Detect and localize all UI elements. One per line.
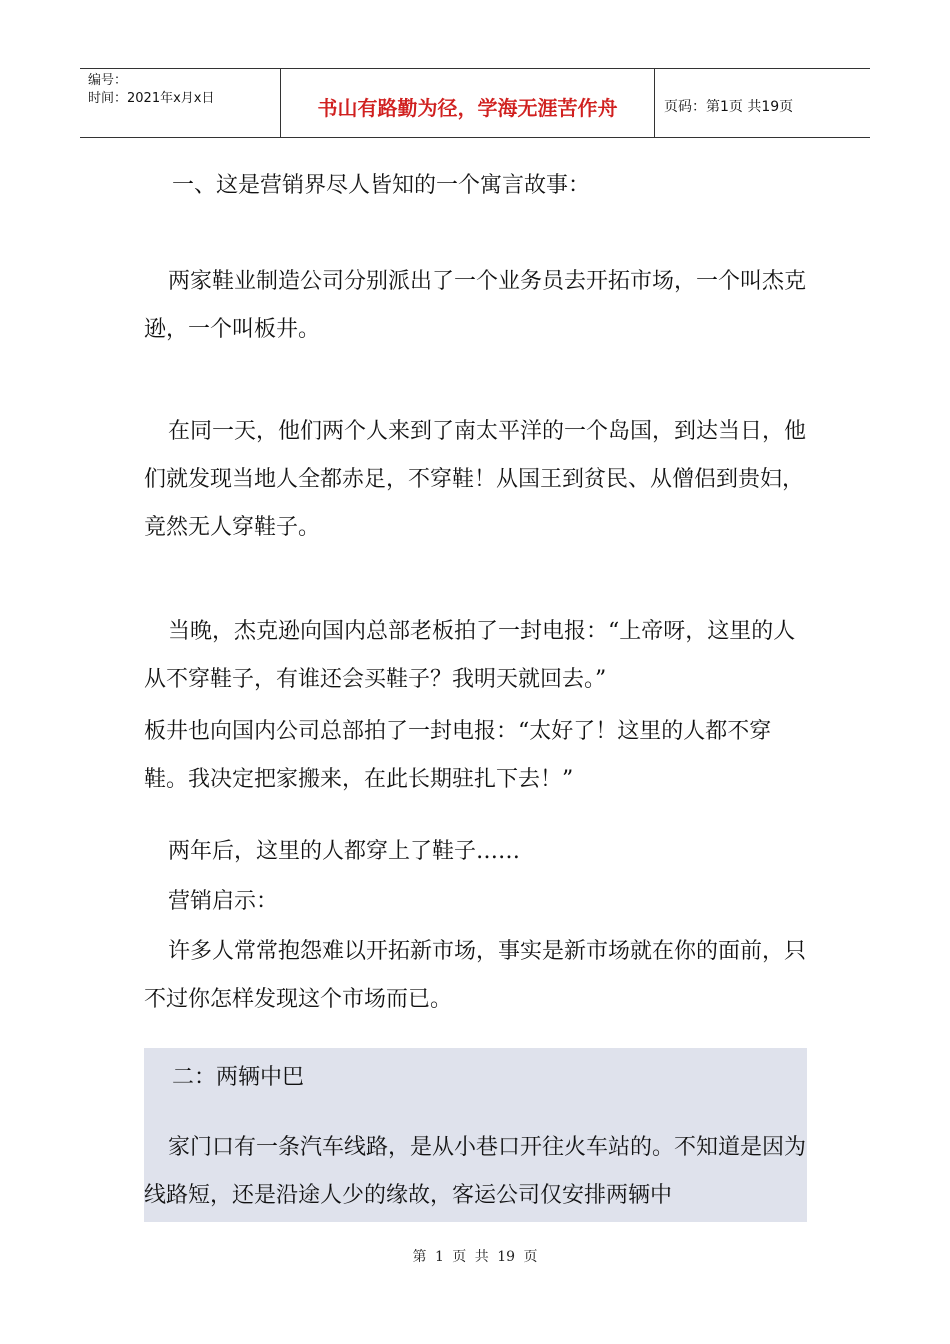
paragraph-8: 家门口有一条汽车线路，是从小巷口开往火车站的。不知道是因为线路短，还是沿途人少的缘故，客运公司仅安排两辆中 <box>144 1135 807 1208</box>
paragraph-6: 营销启示： <box>168 889 279 914</box>
paragraph-4: 板井也向国内公司总部拍了一封电报：“太好了！这里的人都不穿鞋。我决定把家搬来，在此长期驻扎下去！” <box>144 719 772 792</box>
paragraph-1: 两家鞋业制造公司分别派出了一个业务员去开拓市场，一个叫杰克逊，一个叫板井。 <box>144 269 807 342</box>
paragraph-5: 两年后，这里的人都穿上了鞋子…… <box>168 839 521 864</box>
paragraph-7: 许多人常常抱怨难以开拓新市场，事实是新市场就在你的面前，只不过你怎样发现这个市场而已。 <box>144 939 807 1012</box>
time-label: 时间：2021年x月x日 <box>88 91 215 106</box>
header-motto: 书山有路勤为径，学海无涯苦作舟 <box>281 69 655 137</box>
number-label: 编号： <box>88 73 128 88</box>
paragraph-3: 当晚，杰克逊向国内总部老板拍了一封电报：“上帝呀，这里的人从不穿鞋子，有谁还会买鞋子？我明天就回去。” <box>144 619 796 692</box>
page-footer: 第 1 页 共 19 页 <box>412 1249 538 1265</box>
document-header <box>80 68 870 138</box>
header-info <box>80 69 281 137</box>
header-page-label: 页码：第1页 共19页 <box>664 99 794 115</box>
section-one-title: 一、这是营销界尽人皆知的一个寓言故事： <box>172 173 591 198</box>
section-two-title: 二：两辆中巴 <box>172 1065 305 1090</box>
paragraph-2: 在同一天，他们两个人来到了南太平洋的一个岛国，到达当日，他们就发现当地人全都赤足，不穿鞋！从国王到贫民、从僧侣到贵妇，竟然无人穿鞋子。 <box>144 419 807 540</box>
